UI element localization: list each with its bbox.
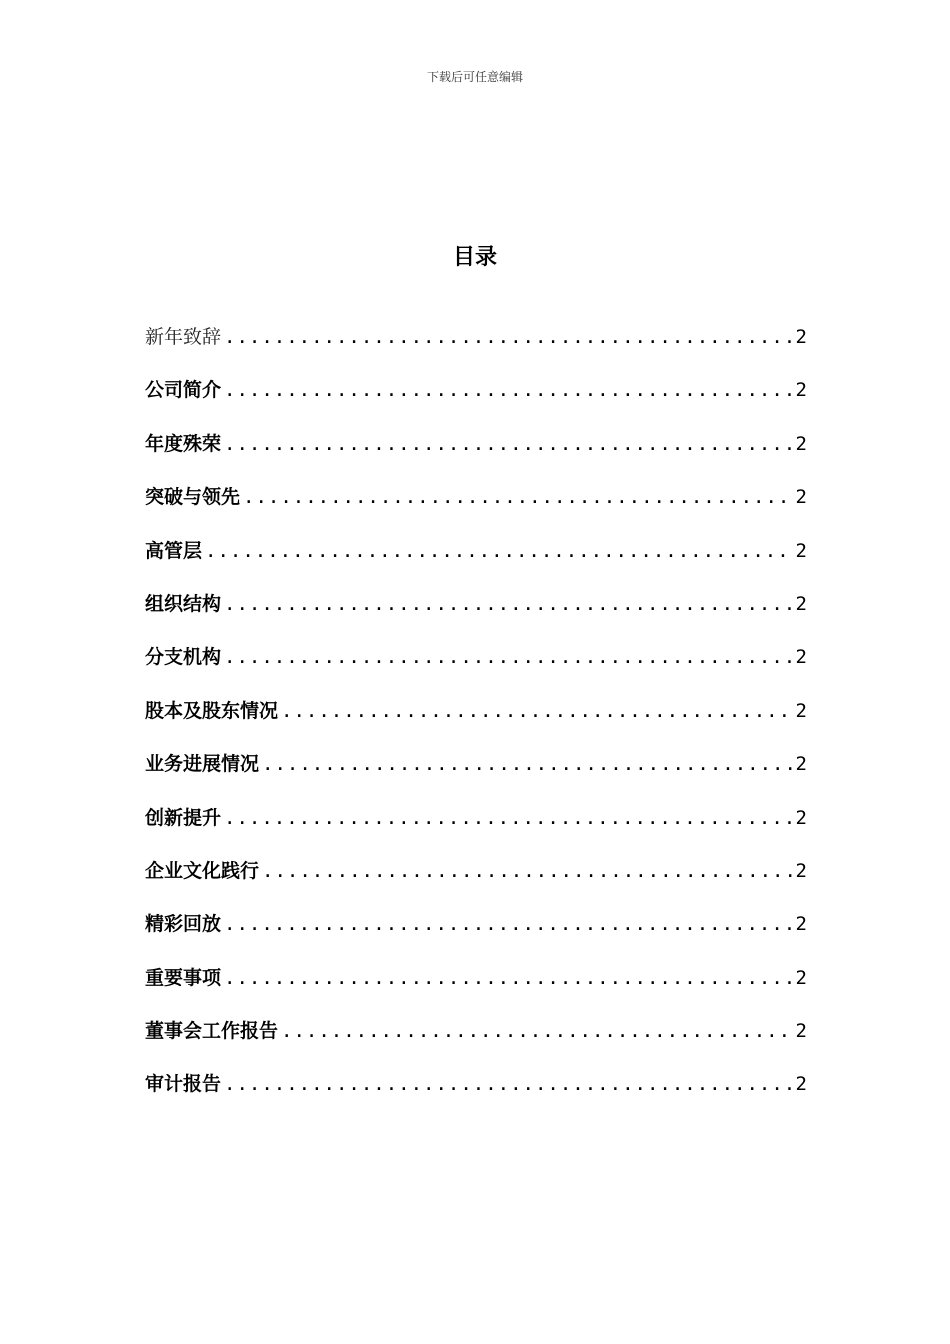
toc-entry[interactable] [145,854,807,907]
toc-entry-label: 突破与领先 [145,486,241,509]
toc-entry[interactable] [145,747,807,800]
toc-entry-page: 2 [795,913,807,936]
toc-leader-dots [224,320,793,354]
toc-entry-label: 企业文化践行 [145,859,260,882]
toc-leader-dots [224,961,793,995]
toc-entry-label: 业务进展情况 [145,753,260,776]
toc-entry-page: 2 [795,379,807,402]
toc-leader-dots [262,747,793,781]
toc-entry[interactable] [145,427,807,480]
toc-leader-dots [224,801,793,835]
toc-entry[interactable] [145,801,807,854]
toc-entry-label: 组织结构 [145,592,222,615]
toc-entry-page: 2 [795,859,807,882]
toc-entry-page: 2 [795,326,807,348]
toc-entry-label: 新年致辞 [145,326,222,348]
toc-entry[interactable] [145,907,807,960]
toc-entry-label: 精彩回放 [145,913,222,936]
toc-entry-page: 2 [795,699,807,722]
toc-entry[interactable] [145,320,807,373]
toc-entry-label: 股本及股东情况 [145,699,279,722]
toc-entry-label: 董事会工作报告 [145,1020,279,1043]
toc-entry-page: 2 [795,1073,807,1096]
toc-entry[interactable] [145,587,807,640]
toc-leader-dots [281,1014,793,1048]
toc-entry-page: 2 [795,592,807,615]
toc-entry-label: 高管层 [145,539,203,562]
toc-entry-label: 年度殊荣 [145,432,222,455]
toc-entry-label: 公司简介 [145,379,222,402]
toc-entry[interactable] [145,373,807,426]
toc-entry[interactable] [145,480,807,533]
header-note: 下载后可任意编辑 [426,70,523,84]
toc-entry[interactable] [145,534,807,587]
toc-leader-dots [205,534,793,568]
toc-entry-label: 创新提升 [145,806,222,829]
toc-entry-page: 2 [795,966,807,989]
toc-entry-label: 审计报告 [145,1073,222,1096]
toc-entry-page: 2 [795,432,807,455]
toc-leader-dots [224,907,793,941]
toc-entry[interactable] [145,1067,807,1120]
toc-title: 目录 [452,245,497,270]
toc-leader-dots [224,587,793,621]
toc-leader-dots [224,373,793,407]
toc-entry-label: 分支机构 [145,646,222,669]
toc-entry-page: 2 [795,486,807,509]
toc-leader-dots [224,427,793,461]
toc-entry-page: 2 [795,1020,807,1043]
toc-leader-dots [262,854,793,888]
toc-leader-dots [224,1067,793,1101]
toc-entry[interactable] [145,694,807,747]
toc-leader-dots [243,480,793,514]
toc-entry[interactable] [145,961,807,1014]
toc-list [145,320,807,1121]
toc-entry-page: 2 [795,753,807,776]
toc-leader-dots [224,640,793,674]
toc-entry[interactable] [145,640,807,693]
toc-entry-page: 2 [795,539,807,562]
toc-entry-page: 2 [795,806,807,829]
toc-leader-dots [281,694,793,728]
toc-entry-page: 2 [795,646,807,669]
toc-entry-label: 重要事项 [145,966,222,989]
toc-entry[interactable] [145,1014,807,1067]
